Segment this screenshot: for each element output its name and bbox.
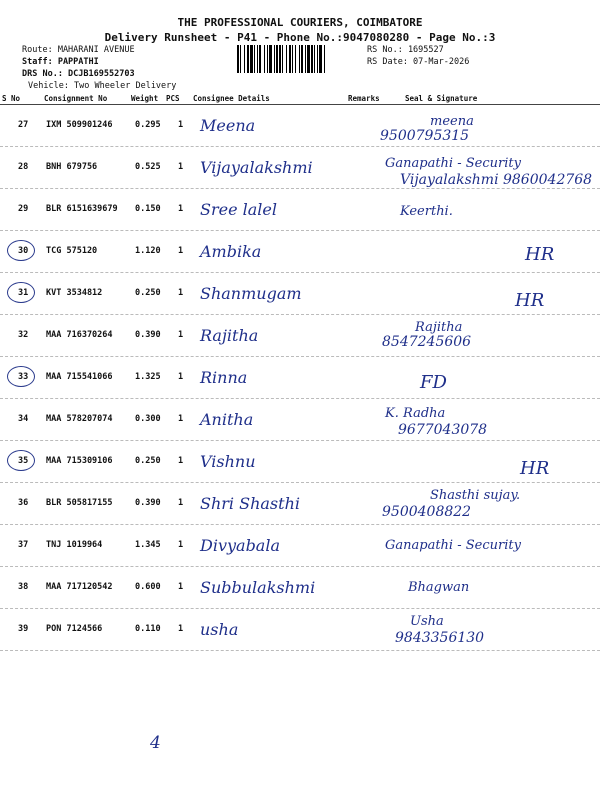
signature-phone-handwritten: 9500408822 <box>382 504 472 520</box>
consignment-number: BNH 679756 <box>46 162 98 172</box>
barcode-bar <box>264 45 265 73</box>
signature-handwritten: K. Radha <box>385 406 446 421</box>
table-row <box>0 568 600 609</box>
table-row <box>0 274 600 315</box>
handwritten-page-mark: 4 <box>150 733 161 753</box>
barcode-bar <box>324 45 325 73</box>
barcode-bar <box>274 45 275 73</box>
weight-value: 0.150 <box>135 204 161 214</box>
col-weight: Weight <box>131 94 159 103</box>
serial-number: 30 <box>18 246 29 256</box>
table-row <box>0 190 600 231</box>
consignee-handwritten: Vishnu <box>200 452 256 471</box>
pieces-count: 1 <box>178 372 184 382</box>
pieces-count: 1 <box>178 246 184 256</box>
barcode-bar <box>307 45 310 73</box>
weight-value: 1.345 <box>135 540 161 550</box>
table-row <box>0 316 600 357</box>
consignee-handwritten: usha <box>200 620 239 639</box>
barcode-bar <box>301 45 303 73</box>
signature-handwritten: HR <box>520 458 550 479</box>
barcode-bar <box>257 45 258 73</box>
barcode-bar <box>282 45 283 73</box>
route-label: Route: MAHARANI AVENUE <box>22 45 135 55</box>
table-row <box>0 148 600 189</box>
col-sno: S No <box>2 94 21 103</box>
pieces-count: 1 <box>178 120 184 130</box>
company-title: THE PROFESSIONAL COURIERS, COIMBATORE <box>177 16 423 29</box>
barcode-bar <box>276 45 278 73</box>
barcode-bar <box>279 45 281 73</box>
table-row <box>0 232 600 273</box>
consignment-number: BLR 6151639679 <box>46 204 118 214</box>
consignee-handwritten: Shanmugam <box>200 284 302 303</box>
signature-phone-handwritten: 9677043078 <box>398 422 488 438</box>
consignee-handwritten: Divyabala <box>200 536 280 555</box>
row-divider <box>0 440 600 441</box>
col-seal-signature: Seal & Signature <box>405 94 478 103</box>
rs-number: RS No.: 1695527 <box>367 45 444 55</box>
consignment-number: MAA 717120542 <box>46 582 113 592</box>
serial-number: 36 <box>18 498 29 508</box>
weight-value: 0.250 <box>135 288 161 298</box>
barcode-bar <box>292 45 293 73</box>
signature-handwritten: Bhagwan <box>408 580 470 595</box>
barcode-bar <box>299 45 300 73</box>
signature-phone-handwritten: 9500795315 <box>380 128 470 144</box>
pieces-count: 1 <box>178 540 184 550</box>
consignee-handwritten: Sree lalel <box>200 200 277 219</box>
consignee-handwritten: Meena <box>200 116 256 135</box>
col-remarks: Remarks <box>348 94 380 103</box>
weight-value: 0.300 <box>135 414 161 424</box>
pieces-count: 1 <box>178 204 184 214</box>
barcode-bar <box>237 45 239 73</box>
barcode-bar <box>286 45 287 73</box>
consignment-number: MAA 578207074 <box>46 414 113 424</box>
signature-handwritten: Rajitha <box>415 320 463 335</box>
drs-number: DRS No.: DCJB169552703 <box>22 69 135 79</box>
consignment-number: PON 7124566 <box>46 624 103 634</box>
barcode-bar <box>259 45 261 73</box>
consignee-handwritten: Subbulakshmi <box>200 578 316 597</box>
pieces-count: 1 <box>178 330 184 340</box>
weight-value: 1.120 <box>135 246 161 256</box>
row-divider <box>0 356 600 357</box>
barcode-bar <box>267 45 268 73</box>
consignment-number: IXM 509901246 <box>46 120 113 130</box>
table-row <box>0 484 600 525</box>
signature-handwritten: HR <box>515 290 545 311</box>
weight-value: 0.525 <box>135 162 161 172</box>
pieces-count: 1 <box>178 288 184 298</box>
pieces-count: 1 <box>178 624 184 634</box>
barcode-bar <box>317 45 318 73</box>
serial-number: 35 <box>18 456 29 466</box>
serial-number: 39 <box>18 624 29 634</box>
signature-handwritten: HR <box>525 244 555 265</box>
table-row <box>0 358 600 399</box>
table-row <box>0 442 600 483</box>
barcode-bar <box>244 45 245 73</box>
serial-number: 37 <box>18 540 29 550</box>
barcode-bar <box>254 45 255 73</box>
row-divider <box>0 566 600 567</box>
barcode-bar <box>250 45 253 73</box>
barcode <box>237 45 365 73</box>
signature-phone-handwritten: Vijayalakshmi 9860042768 <box>400 172 593 188</box>
serial-number: 27 <box>18 120 29 130</box>
pieces-count: 1 <box>178 456 184 466</box>
signature-handwritten: Ganapathi - Security <box>385 156 521 171</box>
row-divider <box>0 146 600 147</box>
row-divider <box>0 188 600 189</box>
col-consignee: Consignee Details <box>193 94 270 103</box>
barcode-bar <box>319 45 322 73</box>
weight-value: 0.390 <box>135 498 161 508</box>
serial-number: 31 <box>18 288 29 298</box>
row-divider <box>0 398 600 399</box>
barcode-bar <box>269 45 272 73</box>
runsheet-title: Delivery Runsheet - P41 - Phone No.:9047080280 - Page No.:3 <box>104 31 496 44</box>
barcode-bar <box>289 45 291 73</box>
barcode-bar <box>305 45 306 73</box>
table-row <box>0 400 600 441</box>
pieces-count: 1 <box>178 162 184 172</box>
pieces-count: 1 <box>178 498 184 508</box>
consignment-number: MAA 715309106 <box>46 456 113 466</box>
consignment-number: KVT 3534812 <box>46 288 103 298</box>
serial-number: 38 <box>18 582 29 592</box>
pieces-count: 1 <box>178 582 184 592</box>
serial-number: 34 <box>18 414 29 424</box>
consignee-handwritten: Anitha <box>200 410 254 429</box>
row-divider <box>0 608 600 609</box>
staff-label: Staff: PAPPATHI <box>22 57 99 67</box>
row-divider <box>0 272 600 273</box>
signature-handwritten: Keerthi. <box>400 204 453 219</box>
barcode-bar <box>311 45 313 73</box>
signature-handwritten: Ganapathi - Security <box>385 538 521 553</box>
row-divider <box>0 650 600 651</box>
table-row <box>0 106 600 147</box>
col-consignment: Consignment No <box>44 94 108 103</box>
serial-number: 32 <box>18 330 29 340</box>
weight-value: 0.390 <box>135 330 161 340</box>
signature-handwritten: FD <box>420 372 447 393</box>
weight-value: 0.110 <box>135 624 161 634</box>
barcode-bar <box>295 45 296 73</box>
consignment-number: TNJ 1019964 <box>46 540 103 550</box>
row-divider <box>0 230 600 231</box>
col-pcs: PCS <box>166 94 180 103</box>
consignee-handwritten: Vijayalakshmi <box>200 158 313 177</box>
consignee-handwritten: Ambika <box>200 242 262 261</box>
weight-value: 1.325 <box>135 372 161 382</box>
row-divider <box>0 524 600 525</box>
signature-handwritten: Shasthi sujay. <box>430 488 521 503</box>
consignment-number: TCG 575120 <box>46 246 98 256</box>
serial-number: 29 <box>18 204 29 214</box>
barcode-bar <box>240 45 241 73</box>
table-row <box>0 610 600 651</box>
weight-value: 0.295 <box>135 120 161 130</box>
row-divider <box>0 482 600 483</box>
runsheet-table <box>0 94 600 648</box>
consignee-handwritten: Rinna <box>200 368 248 387</box>
rs-date: RS Date: 07-Mar-2026 <box>367 57 470 67</box>
consignment-number: BLR 505817155 <box>46 498 113 508</box>
vehicle-label: Vehicle: Two Wheeler Delivery <box>28 81 177 91</box>
consignment-number: MAA 716370264 <box>46 330 113 340</box>
barcode-bar <box>247 45 249 73</box>
pieces-count: 1 <box>178 414 184 424</box>
signature-phone-handwritten: 9843356130 <box>395 630 485 646</box>
weight-value: 0.250 <box>135 456 161 466</box>
barcode-bar <box>314 45 315 73</box>
consignee-handwritten: Rajitha <box>200 326 259 345</box>
serial-number: 33 <box>18 372 29 382</box>
signature-handwritten: meena <box>430 114 474 129</box>
table-row <box>0 526 600 567</box>
weight-value: 0.600 <box>135 582 161 592</box>
signature-handwritten: Usha <box>410 614 444 629</box>
serial-number: 28 <box>18 162 29 172</box>
consignee-handwritten: Shri Shasthi <box>200 494 300 513</box>
signature-phone-handwritten: 8547245606 <box>382 334 472 350</box>
row-divider <box>0 314 600 315</box>
consignment-number: MAA 715541066 <box>46 372 113 382</box>
header-divider <box>0 104 600 105</box>
